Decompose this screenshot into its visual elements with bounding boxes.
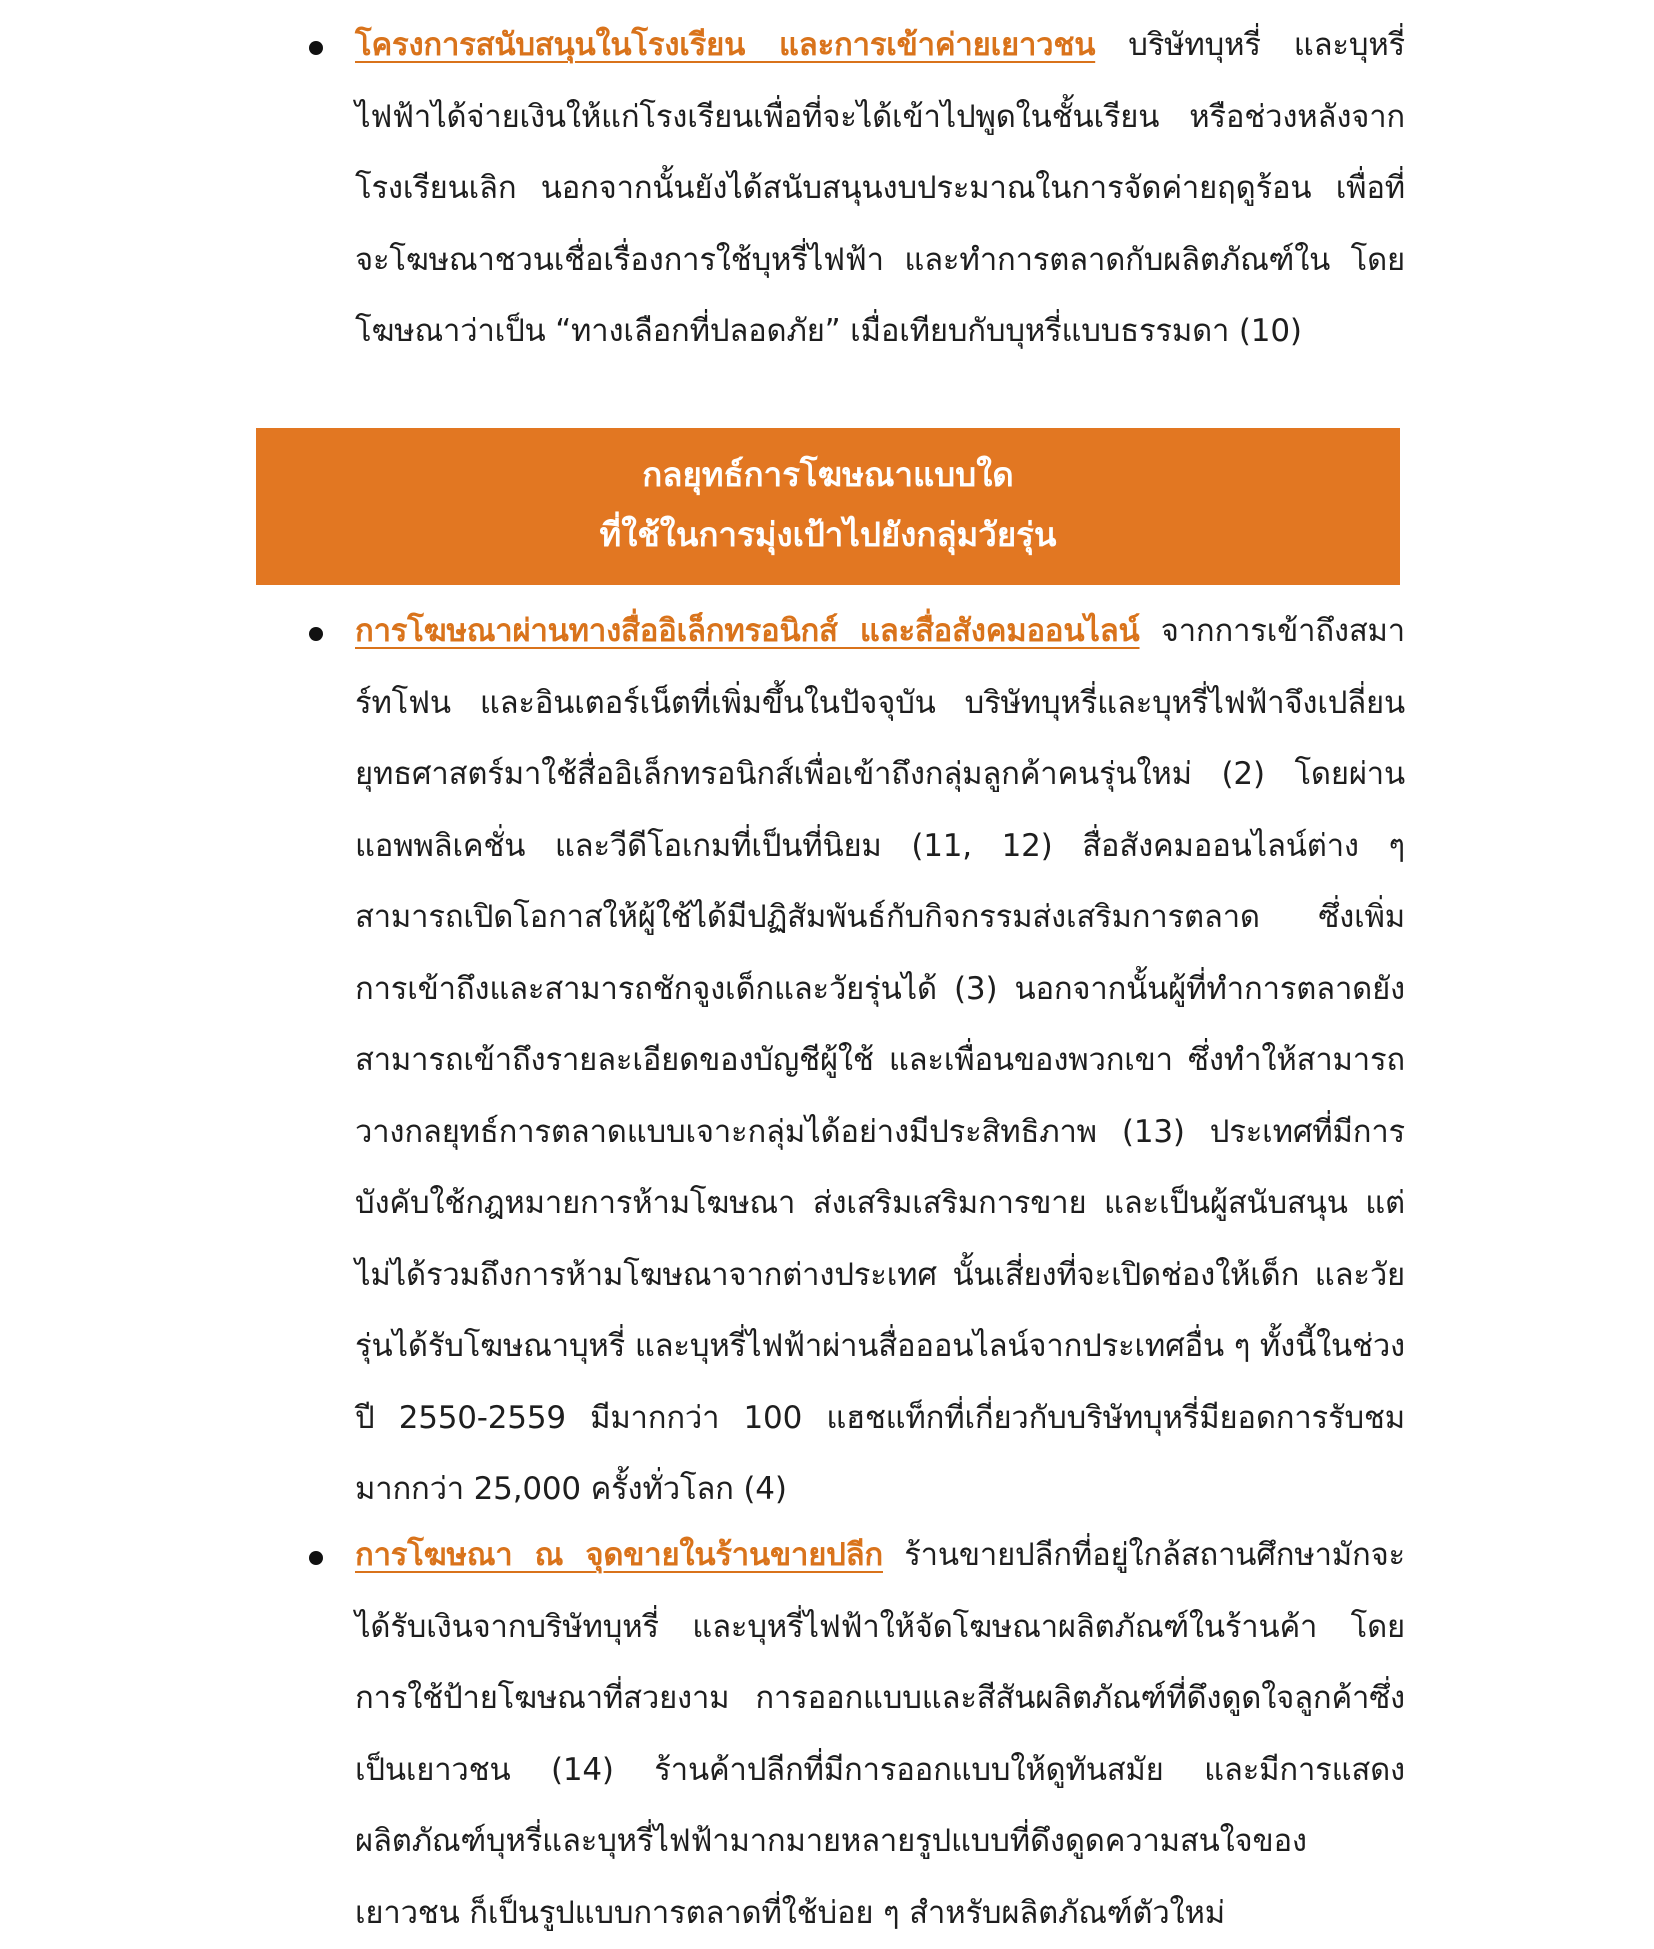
bullet-electronic-media xyxy=(355,596,1405,1526)
bullet-dot xyxy=(309,1551,323,1565)
body-school-programs: บริษัทบุหรี่ และบุหรี่ไฟฟ้าได้จ่ายเงินให้แก่โรงเรียนเพื่อที่จะได้เข้าไปพูดในชั้นเรียน หรือช่วงหลังจากโรงเรียนเลิก นอกจากนั้นยังได้สนับสนุนงบประมาณในการจัดค่ายฤดูร้อน เพื่อที่จะโฆษณาชวนเชื่อเรื่องการใช้บุหรี่ไฟฟ้า และทำการตลาดกับผลิตภัณฑ์ใน โดยโฆษณาว่าเป็น “ทางเลือกที่ปลอดภัย” เมื่อเทียบกับบุหรี่แบบธรรมดา (10) xyxy=(355,27,1406,349)
banner-line-2: ที่ใช้ในการมุ่งเป้าไปยังกลุ่มวัยรุ่น xyxy=(599,515,1057,554)
heading-electronic-media: การโฆษณาผ่านทางสื่ออิเล็กทรอนิกส์ และสื่อสังคมออนไลน์ xyxy=(355,613,1140,649)
paragraph-electronic-media xyxy=(355,596,1405,1526)
bullet-dot xyxy=(309,41,323,55)
bullet-school-programs xyxy=(355,10,1405,368)
paragraph-retail-advertising xyxy=(355,1520,1405,1949)
banner-line-1: กลยุทธ์การโฆษณาแบบใด xyxy=(642,455,1014,494)
paragraph-school-programs xyxy=(355,10,1405,368)
body-retail-advertising: ร้านขายปลีกที่อยู่ใกล้สถานศึกษามักจะได้รับเงินจากบริษัทบุหรี่ และบุหรี่ไฟฟ้าให้จัดโฆษณาผลิตภัณฑ์ในร้านค้า โดยการใช้ป้ายโฆษณาที่สวยงาม การออกแบบและสีสันผลิตภัณฑ์ที่ดึงดูดใจลูกค้าซึ่งเป็นเยาวชน (14) ร้านค้าปลีกที่มีการออกแบบให้ดูทันสมัย และมีการแสดงผลิตภัณฑ์บุหรี่และบุหรี่ไฟฟ้ามากมายหลายรูปแบบที่ดึงดูดความสนใจของเยาวชน ก็เป็นรูปแบบการตลาดที่ใช้บ่อย ๆ สำหรับผลิตภัณฑ์ตัวใหม่ xyxy=(355,1537,1405,1931)
heading-retail-advertising: การโฆษณา ณ จุดขายในร้านขายปลีก xyxy=(355,1537,883,1573)
heading-school-programs: โครงการสนับสนุนในโรงเรียน และการเข้าค่ายเยาวชน xyxy=(355,27,1096,63)
section-banner xyxy=(256,428,1400,585)
bullet-retail-advertising xyxy=(355,1520,1405,1949)
bullet-dot xyxy=(309,627,323,641)
body-electronic-media: จากการเข้าถึงสมาร์ทโฟน และอินเตอร์เน็ตที่เพิ่มขึ้นในปัจจุบัน บริษัทบุหรี่และบุหรี่ไฟฟ้าจึงเปลี่ยนยุทธศาสตร์มาใช้สื่ออิเล็กทรอนิกส์เพื่อเข้าถึงกลุ่มลูกค้าคนรุ่นใหม่ (2) โดยผ่านแอพพลิเคชั่น และวีดีโอเกมที่เป็นที่นิยม (11, 12) สื่อสังคมออนไลน์ต่าง ๆ สามารถเปิดโอกาสให้ผู้ใช้ได้มีปฏิสัมพันธ์กับกิจกรรมส่งเสริมการตลาด ซึ่งเพิ่มการเข้าถึงและสามารถชักจูงเด็กและวัยรุ่นได้ (3) นอกจากนั้นผู้ที่ทำการตลาดยังสามารถเข้าถึงรายละเอียดของบัญชีผู้ใช้ และเพื่อนของพวกเขา ซึ่งทำให้สามารถวางกลยุทธ์การตลาดแบบเจาะกลุ่มได้อย่างมีประสิทธิภาพ (13) ประเทศที่มีการบังคับใช้กฎหมายการห้ามโฆษณา ส่งเสริมเสริมการขาย และเป็นผู้สนับสนุน แต่ไม่ได้รวมถึงการห้ามโฆษณาจากต่างประเทศ นั้นเสี่ยงที่จะเปิดช่องให้เด็ก และวัยรุ่นได้รับโฆษณาบุหรี่ และบุหรี่ไฟฟ้าผ่านสื่อออนไลน์จากประเทศอื่น ๆ ทั้งนี้ในช่วงปี 2550-2559 มีมากกว่า 100 แฮชแท็กที่เกี่ยวกับบริษัทบุหรี่มียอดการรับชมมากกว่า 25,000 ครั้งทั่วโลก (4) xyxy=(355,613,1405,1507)
